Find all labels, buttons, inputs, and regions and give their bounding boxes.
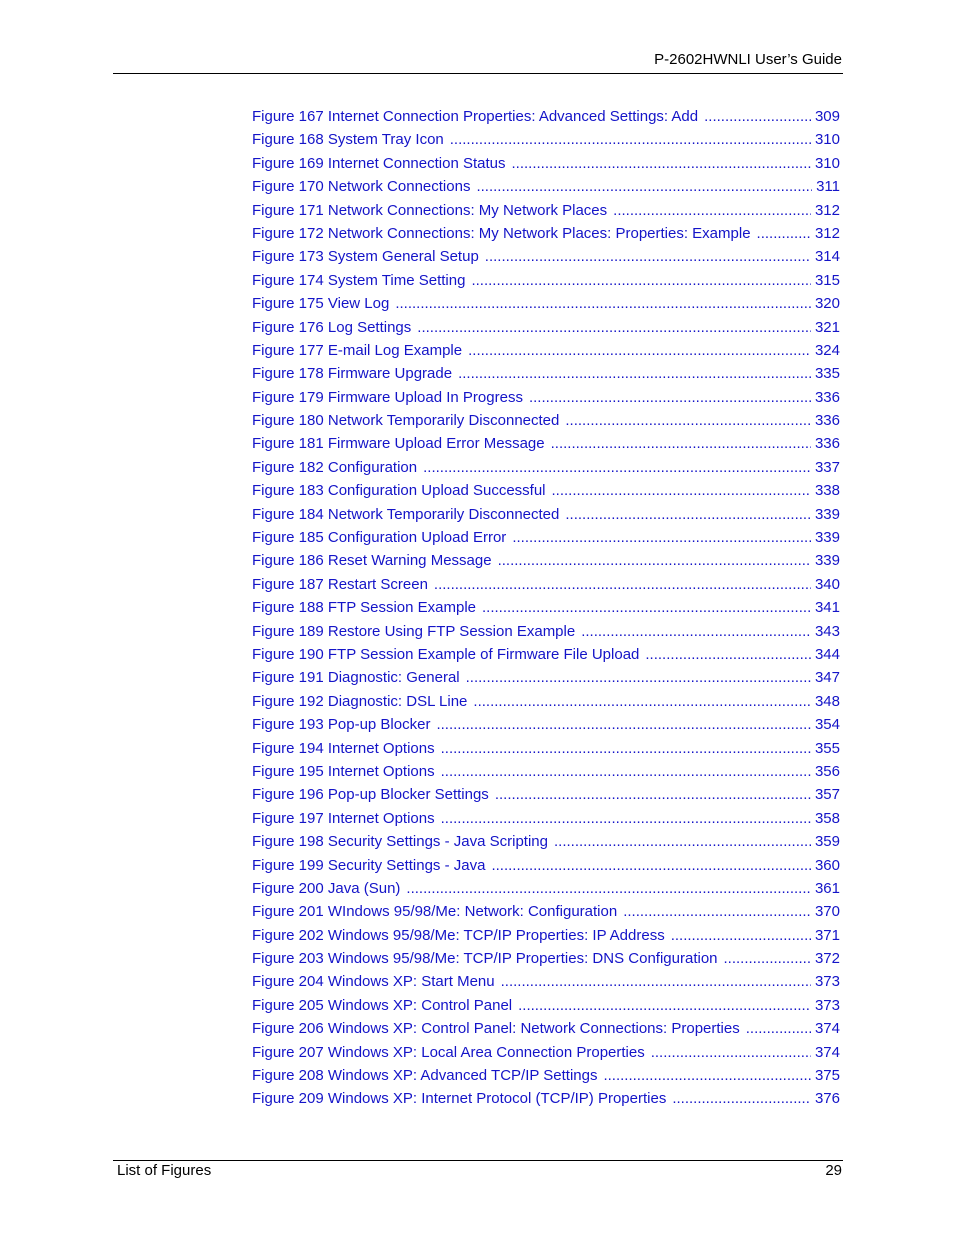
toc-entry-link[interactable] (252, 152, 840, 175)
toc-entry-link[interactable] (252, 970, 840, 993)
toc-entry-page-number: 321 (814, 318, 840, 336)
toc-entry-link[interactable] (252, 479, 840, 502)
toc-entry-page-number: 324 (814, 341, 840, 359)
toc-entry-page-number: 314 (814, 248, 840, 266)
dot-leader (623, 900, 811, 923)
toc-entry-link[interactable] (252, 526, 840, 549)
toc-entry-link[interactable] (252, 222, 840, 245)
toc-entry-link[interactable] (252, 994, 840, 1017)
toc-entry-link[interactable] (252, 549, 840, 572)
toc-entry-title: Figure 189 Restore Using FTP Session Example (252, 622, 576, 640)
toc-entry-link[interactable] (252, 783, 840, 806)
toc-entry-page-number: 339 (814, 505, 840, 523)
toc-entry-link[interactable] (252, 924, 840, 947)
dot-leader (476, 175, 812, 198)
dot-leader (473, 690, 811, 713)
toc-entry-link[interactable] (252, 175, 840, 198)
toc-entry-page-number: 354 (814, 716, 840, 734)
dot-leader (757, 222, 811, 245)
dot-leader (554, 830, 811, 853)
dot-leader (482, 596, 811, 619)
toc-entry-title: Figure 183 Configuration Upload Successful (252, 482, 546, 500)
dot-leader (501, 970, 811, 993)
toc-entry-title: Figure 182 Configuration (252, 458, 418, 476)
dot-leader (441, 737, 811, 760)
dot-leader (423, 456, 811, 479)
list-of-figures (252, 105, 840, 1111)
toc-entry-link[interactable] (252, 1064, 840, 1087)
toc-entry-page-number: 312 (814, 201, 840, 219)
toc-entry-title: Figure 169 Internet Connection Status (252, 154, 506, 172)
dot-leader (704, 105, 811, 128)
toc-entry-title: Figure 199 Security Settings - Java (252, 856, 486, 874)
toc-entry-title: Figure 193 Pop-up Blocker (252, 716, 431, 734)
toc-entry-page-number: 336 (814, 412, 840, 430)
dot-leader (565, 503, 811, 526)
toc-entry-page-number: 337 (814, 458, 840, 476)
dot-leader (417, 316, 811, 339)
toc-entry-page-number: 336 (814, 388, 840, 406)
toc-entry-link[interactable] (252, 269, 840, 292)
dot-leader (518, 994, 811, 1017)
dot-leader (613, 199, 811, 222)
toc-entry-title: Figure 177 E-mail Log Example (252, 341, 463, 359)
dot-leader (672, 1087, 811, 1110)
toc-entry-page-number: 375 (814, 1067, 840, 1085)
toc-entry-page-number: 311 (816, 178, 840, 196)
toc-entry-link[interactable] (252, 877, 840, 900)
toc-entry-link[interactable] (252, 128, 840, 151)
toc-entry-page-number: 361 (814, 879, 840, 897)
toc-entry-title: Figure 204 Windows XP: Start Menu (252, 973, 495, 991)
toc-entry-link[interactable] (252, 573, 840, 596)
toc-entry-page-number: 347 (814, 669, 840, 687)
dot-leader (603, 1064, 811, 1087)
toc-entry-page-number: 310 (814, 131, 840, 149)
footer-page-number: 29 (825, 1162, 842, 1179)
toc-entry-title: Figure 207 Windows XP: Local Area Connection Properties (252, 1043, 645, 1061)
dot-leader (466, 666, 811, 689)
toc-entry-link[interactable] (252, 503, 840, 526)
toc-entry-page-number: 336 (814, 435, 840, 453)
toc-entry-page-number: 374 (814, 1020, 840, 1038)
header-divider (113, 73, 843, 74)
toc-entry-link[interactable] (252, 620, 840, 643)
dot-leader (565, 409, 811, 432)
toc-entry-title: Figure 198 Security Settings - Java Scripting (252, 833, 548, 851)
dot-leader (651, 1041, 811, 1064)
toc-entry-link[interactable] (252, 596, 840, 619)
toc-entry-title: Figure 178 Firmware Upgrade (252, 365, 453, 383)
toc-entry-page-number: 312 (814, 224, 840, 242)
toc-entry-title: Figure 202 Windows 95/98/Me: TCP/IP Properties: IP Address (252, 926, 665, 944)
toc-entry-title: Figure 172 Network Connections: My Network Places: Properties: Example (252, 224, 751, 242)
toc-entry-link[interactable] (252, 737, 840, 760)
toc-entry-page-number: 360 (814, 856, 840, 874)
toc-entry-page-number: 374 (814, 1043, 840, 1061)
toc-entry-title: Figure 192 Diagnostic: DSL Line (252, 692, 468, 710)
toc-entry-link[interactable] (252, 1041, 840, 1064)
dot-leader (436, 713, 811, 736)
toc-entry-page-number: 339 (814, 529, 840, 547)
toc-entry-link[interactable] (252, 199, 840, 222)
toc-entry-link[interactable] (252, 900, 840, 923)
toc-entry-link[interactable] (252, 409, 840, 432)
toc-entry-title: Figure 194 Internet Options (252, 739, 435, 757)
toc-entry-link[interactable] (252, 830, 840, 853)
dot-leader (441, 807, 811, 830)
toc-entry-link[interactable] (252, 760, 840, 783)
toc-entry-title: Figure 175 View Log (252, 295, 390, 313)
toc-entry-title: Figure 186 Reset Warning Message (252, 552, 492, 570)
toc-entry-link[interactable] (252, 456, 840, 479)
toc-entry-page-number: 371 (814, 926, 840, 944)
toc-entry-link[interactable] (252, 713, 840, 736)
toc-entry-title: Figure 174 System Time Setting (252, 271, 466, 289)
toc-entry-page-number: 340 (814, 575, 840, 593)
dot-leader (395, 292, 811, 315)
footer-section-title: List of Figures (117, 1162, 212, 1179)
toc-entry-title: Figure 184 Network Temporarily Disconnected (252, 505, 560, 523)
dot-leader (512, 152, 811, 175)
toc-entry-title: Figure 170 Network Connections (252, 178, 471, 196)
toc-entry-page-number: 356 (814, 762, 840, 780)
toc-entry-title: Figure 190 FTP Session Example of Firmware File Upload (252, 645, 640, 663)
toc-entry-title: Figure 167 Internet Connection Properties: Advanced Settings: Add (252, 108, 699, 125)
toc-entry-title: Figure 188 FTP Session Example (252, 599, 476, 617)
toc-entry-link[interactable] (252, 362, 840, 385)
toc-entry-page-number: 341 (814, 599, 840, 617)
toc-entry-title: Figure 180 Network Temporarily Disconnected (252, 412, 560, 430)
toc-entry-title: Figure 201 WIndows 95/98/Me: Network: Configuration (252, 903, 618, 921)
toc-entry-link[interactable] (252, 432, 840, 455)
dot-leader (581, 620, 811, 643)
toc-entry-page-number: 348 (814, 692, 840, 710)
toc-entry-page-number: 335 (814, 365, 840, 383)
toc-entry-page-number: 344 (814, 645, 840, 663)
dot-leader (671, 924, 811, 947)
toc-entry-page-number: 315 (814, 271, 840, 289)
toc-entry-page-number: 343 (814, 622, 840, 640)
dot-leader (434, 573, 811, 596)
dot-leader (645, 643, 811, 666)
dot-leader (551, 432, 811, 455)
toc-entry-title: Figure 171 Network Connections: My Network Places (252, 201, 608, 219)
toc-entry-page-number: 359 (814, 833, 840, 851)
toc-entry-title: Figure 179 Firmware Upload In Progress (252, 388, 523, 406)
toc-entry-link[interactable] (252, 643, 840, 666)
toc-entry-title: Figure 173 System General Setup (252, 248, 479, 266)
dot-leader (468, 339, 811, 362)
toc-entry-title: Figure 197 Internet Options (252, 809, 435, 827)
toc-entry-page-number: 372 (814, 950, 840, 968)
toc-entry-title: Figure 196 Pop-up Blocker Settings (252, 786, 489, 804)
footer-divider (113, 1160, 843, 1161)
toc-entry-page-number: 373 (814, 996, 840, 1014)
toc-entry-title: Figure 187 Restart Screen (252, 575, 428, 593)
toc-entry-page-number: 357 (814, 786, 840, 804)
toc-entry-page-number: 373 (814, 973, 840, 991)
toc-entry-title: Figure 209 Windows XP: Internet Protocol (TCP/IP) Properties (252, 1090, 667, 1108)
page-header-title: P-2602HWNLI User’s Guide (654, 51, 842, 68)
toc-entry-link[interactable] (252, 1017, 840, 1040)
toc-entry-link[interactable] (252, 947, 840, 970)
dot-leader (485, 245, 811, 268)
toc-entry-title: Figure 200 Java (Sun) (252, 879, 401, 897)
dot-leader (724, 947, 811, 970)
dot-leader (746, 1017, 811, 1040)
toc-entry-link[interactable] (252, 807, 840, 830)
toc-entry-page-number: 339 (814, 552, 840, 570)
toc-entry-title: Figure 176 Log Settings (252, 318, 412, 336)
toc-entry-page-number: 358 (814, 809, 840, 827)
toc-entry-title: Figure 208 Windows XP: Advanced TCP/IP Settings (252, 1067, 598, 1085)
toc-entry-link[interactable] (252, 666, 840, 689)
toc-entry-page-number: 310 (814, 154, 840, 172)
toc-entry-link[interactable] (252, 1087, 840, 1110)
toc-entry-page-number: 370 (814, 903, 840, 921)
toc-entry-link[interactable] (252, 245, 840, 268)
toc-entry-title: Figure 168 System Tray Icon (252, 131, 444, 149)
toc-entry-title: Figure 205 Windows XP: Control Panel (252, 996, 513, 1014)
toc-entry-title: Figure 206 Windows XP: Control Panel: Network Connections: Properties (252, 1020, 740, 1038)
dot-leader (491, 854, 811, 877)
toc-entry-link[interactable] (252, 690, 840, 713)
dot-leader (450, 128, 811, 151)
dot-leader (498, 549, 811, 572)
toc-entry-title: Figure 185 Configuration Upload Error (252, 529, 507, 547)
toc-entry-page-number: 338 (814, 482, 840, 500)
toc-entry-page-number: 320 (814, 295, 840, 313)
toc-entry-page-number: 355 (814, 739, 840, 757)
dot-leader (512, 526, 811, 549)
dot-leader (471, 269, 811, 292)
toc-entry-link[interactable] (252, 292, 840, 315)
toc-entry-title: Figure 203 Windows 95/98/Me: TCP/IP Properties: DNS Configuration (252, 950, 718, 968)
dot-leader (552, 479, 811, 502)
dot-leader (441, 760, 811, 783)
dot-leader (529, 386, 811, 409)
toc-entry-title: Figure 181 Firmware Upload Error Message (252, 435, 545, 453)
dot-leader (458, 362, 811, 385)
toc-entry-link[interactable] (252, 386, 840, 409)
toc-entry-page-number: 309 (814, 108, 840, 125)
toc-entry-link[interactable] (252, 105, 840, 128)
toc-entry-link[interactable] (252, 316, 840, 339)
dot-leader (406, 877, 811, 900)
toc-entry-title: Figure 191 Diagnostic: General (252, 669, 460, 687)
toc-entry-page-number: 376 (814, 1090, 840, 1108)
dot-leader (495, 783, 811, 806)
toc-entry-title: Figure 195 Internet Options (252, 762, 435, 780)
toc-entry-link[interactable] (252, 854, 840, 877)
toc-entry-link[interactable] (252, 339, 840, 362)
